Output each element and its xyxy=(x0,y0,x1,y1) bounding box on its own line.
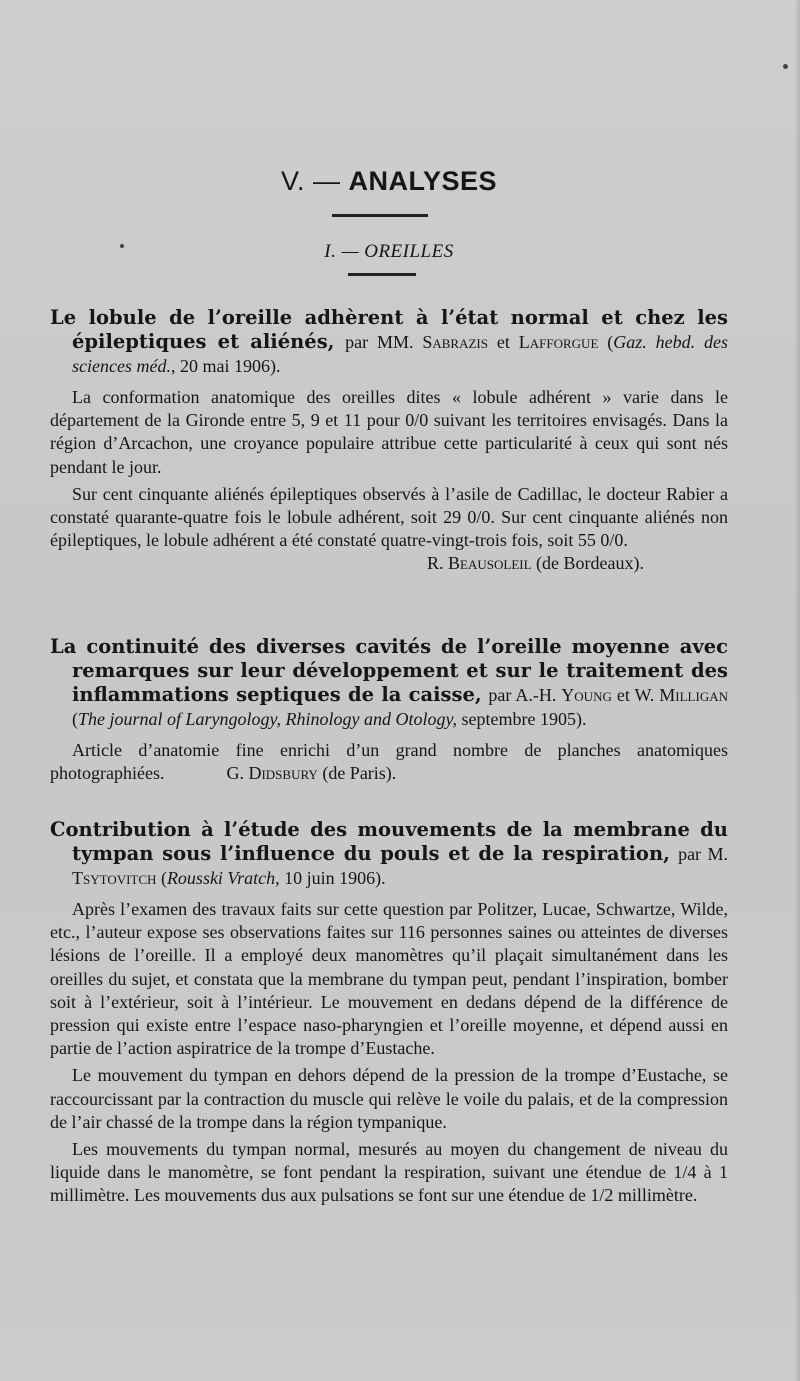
title-rule xyxy=(332,214,428,217)
signature-name: Didsbury xyxy=(248,763,318,784)
author-name: Young xyxy=(561,685,612,705)
source-journal: Gaz. hebd. des sciences méd. xyxy=(72,332,729,376)
byline-prefix: par MM. xyxy=(345,332,414,352)
signature-place: (de Bordeaux). xyxy=(536,553,644,574)
byline-and: et W. xyxy=(616,685,655,705)
article-heading xyxy=(50,818,728,890)
ink-speck xyxy=(120,244,124,248)
signature-initial: R. xyxy=(427,553,444,574)
byline-prefix: par A.-H. xyxy=(488,685,557,705)
source-open: ( xyxy=(72,709,78,729)
article-lobule xyxy=(50,306,728,575)
article-title: La continuité des diverses cavités de l’oreille moyenne avec remarques sur leur développement et sur le traitement des inflammations septiques de la caisse, xyxy=(50,635,728,706)
paragraph: Les mouvements du tympan normal, mesurés au moyen du changement de niveau du liquide dans le manomètre, se font pendant la respiration, suivant une étendue de 1/4 à 1 millimètre. Les mouvements dus aux pulsations se font sur une étendue de 1/2 millimètre. xyxy=(50,1139,728,1206)
article-body xyxy=(50,898,728,1208)
author-name: Sabrazis xyxy=(422,332,488,352)
paragraph: Après l’examen des travaux faits sur cette question par Politzer, Lucae, Schwartze, Wilde, etc., l’auteur expose ses observations faites sur 116 personnes saines ou atteintes de diverses lésions de l’oreille. Il a employé deux manomètres qu’il plaçait simultanément dans les oreilles du sujet, et constata que la membrane du tympan peut, pendant l’inspiration, bomber soit à l’extérieur, soit à l’intérieur. Le mouvement en dedans dépend de la différence de pression qui existe entre l’espace naso-pharyngien et l’oreille moyenne, et dépend aussi en partie de l’action aspiratrice de la trompe d’Eustache. xyxy=(50,899,728,1059)
paragraph: La conformation anatomique des oreilles dites « lobule adhérent » varie dans le département de la Gironde entre 5, 9 et 11 pour 0/0 suivant les territoires envisagés. Dans la région d’Arcachon, une croyance populaire attribue cette particularité à ceux qui sont nés pendant le jour. xyxy=(50,387,728,477)
section-name: ANALYSES xyxy=(348,166,498,196)
paragraph: Sur cent cinquante aliénés épileptiques observés à l’asile de Cadillac, le docteur Rabier a constaté quarante-quatre fois le lobule adhérent, soit 29 0/0. Sur cent cinquante aliénés non épileptiques, le lobule adhérent a été constaté quatre-vingt-trois fois, soit 55 0/0. xyxy=(50,483,728,551)
author-name: Milligan xyxy=(659,685,728,705)
article-body xyxy=(50,386,728,552)
paragraph-text: Article d’anatomie fine enrichi d’un grand nombre de planches anatomiques photographiées. xyxy=(50,740,728,784)
paragraph: Le mouvement du tympan en dehors dépend de la pression de la trompe d’Eustache, se raccourcissant par la contraction du muscle qui relève le voile du palais, et de la compression de l’air chassé de la trompe dans la région tympanique. xyxy=(50,1065,728,1132)
ink-speck xyxy=(783,64,788,69)
source-open: ( xyxy=(607,332,614,352)
signature xyxy=(50,552,728,575)
source-journal: The journal of Laryngology, Rhinology and Otology, xyxy=(78,709,457,729)
source-open: ( xyxy=(160,868,167,888)
signature-place: (de Paris). xyxy=(322,763,397,784)
section-number: V. — xyxy=(280,166,341,196)
source-journal: Rousski Vratch, xyxy=(166,868,280,888)
byline-and: et xyxy=(496,332,510,352)
page-edge-shadow xyxy=(794,0,800,1381)
paragraph xyxy=(50,739,728,785)
article-heading xyxy=(50,635,728,731)
section-title xyxy=(50,166,728,197)
article-heading xyxy=(50,306,728,378)
article-title: Contribution à l’étude des mouvements de la membrane du tympan sous l’influence du pouls et de la respiration, xyxy=(50,818,728,865)
signature-name: Beausoleil xyxy=(448,553,532,574)
subsection-title: I. — OREILLES xyxy=(324,241,454,262)
signature-initial: G. xyxy=(226,763,244,784)
byline-prefix: par M. xyxy=(678,844,728,864)
author-name: Tsytovitch xyxy=(72,868,157,888)
author-name: Lafforgue xyxy=(518,332,599,352)
source-date: septembre 1905). xyxy=(457,709,587,729)
article-continuite xyxy=(50,635,728,785)
article-title: Le lobule de l’oreille adhèrent à l’état normal et chez les épileptiques et aliénés, xyxy=(50,306,728,353)
subsection-rule xyxy=(348,273,416,276)
article-body xyxy=(50,739,728,785)
source-date: 10 juin 1906). xyxy=(279,868,386,888)
article-tympan xyxy=(50,818,728,1208)
source-date: , 20 mai 1906). xyxy=(170,356,281,376)
